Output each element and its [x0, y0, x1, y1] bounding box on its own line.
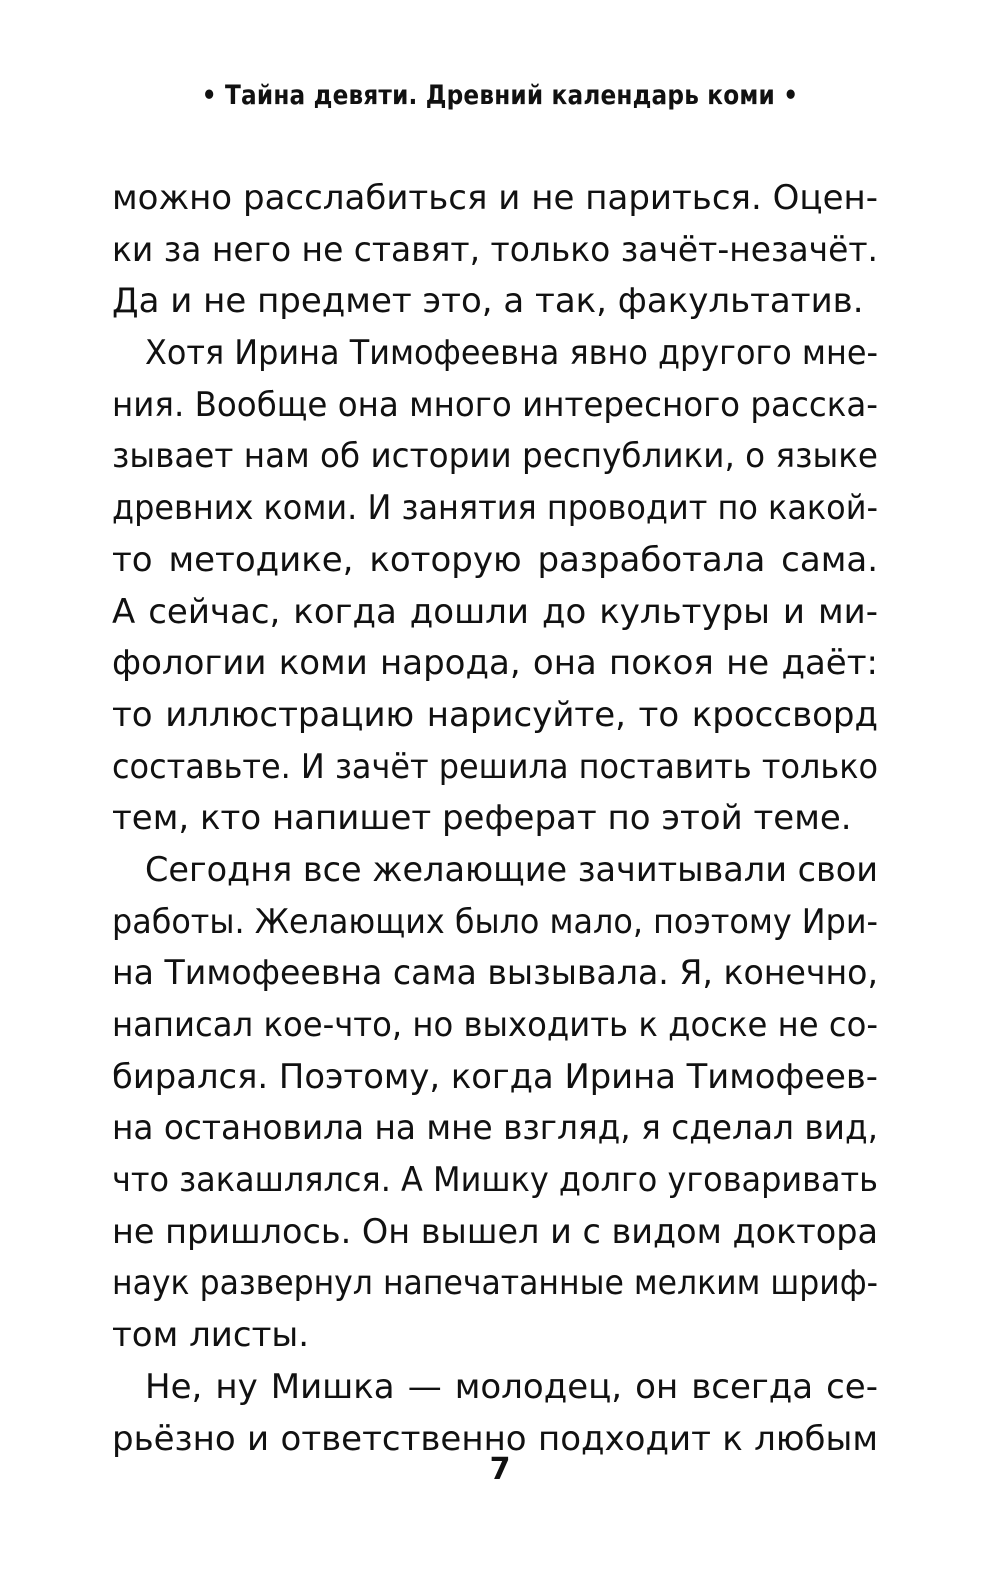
page-number: 7 — [489, 1452, 511, 1487]
text-line: можно расслабиться и не париться. Оцен- — [112, 178, 878, 218]
text-line: тем, кто напишет реферат по этой теме. — [112, 798, 852, 839]
text-line: наук развернул напечатанные мелким шриф- — [112, 1263, 878, 1304]
running-header: • Тайна девяти. Древний календарь коми • — [201, 80, 799, 111]
text-line: на Тимофеевна сама вызывала. Я, конечно, — [112, 953, 878, 994]
text-line: древних коми. И занятия проводит по какой- — [112, 488, 878, 529]
text-line: Сегодня все желающие зачитывали свои — [144, 849, 878, 890]
text-line: то иллюстрацию нарисуйте, то кроссворд — [112, 694, 878, 735]
text-line: Хотя Ирина Тимофеевна явно другого мне- — [144, 333, 878, 374]
body-text — [112, 173, 878, 1465]
text-line: ния. Вообще она много интересного расска- — [112, 384, 878, 425]
text-line: зывает нам об истории республики, о языке — [112, 436, 878, 477]
text-line: что закашлялся. А Мишку долго уговаривать — [112, 1160, 878, 1201]
text-line: то методике, которую разработала сама. — [112, 539, 878, 580]
text-line: работы. Желающих было мало, поэтому Ири- — [112, 901, 878, 942]
text-line: рьёзно и ответственно подходит к любым — [112, 1418, 878, 1459]
text-line: составьте. И зачёт решила поставить только — [112, 746, 878, 787]
text-line: Не, ну Мишка — молодец, он всегда се- — [145, 1366, 878, 1407]
text-line: бирался. Поэтому, когда Ирина Тимофеев- — [112, 1056, 878, 1097]
text-line: том листы. — [112, 1315, 310, 1356]
text-line: написал кое-что, но выходить к доске не со- — [112, 1005, 878, 1045]
text-line: А сейчас, когда дошли до культуры и ми- — [112, 591, 878, 632]
text-line: ки за него не ставят, только зачёт-незачёт. — [112, 229, 878, 270]
text-line: фологии коми народа, она покоя не даёт: — [112, 643, 878, 684]
text-line: Да и не предмет это, а так, факультатив. — [112, 281, 864, 322]
text-line: на остановила на мне взгляд, я сделал вид, — [112, 1108, 878, 1149]
text-line: не пришлось. Он вышел и с видом доктора — [112, 1211, 878, 1252]
